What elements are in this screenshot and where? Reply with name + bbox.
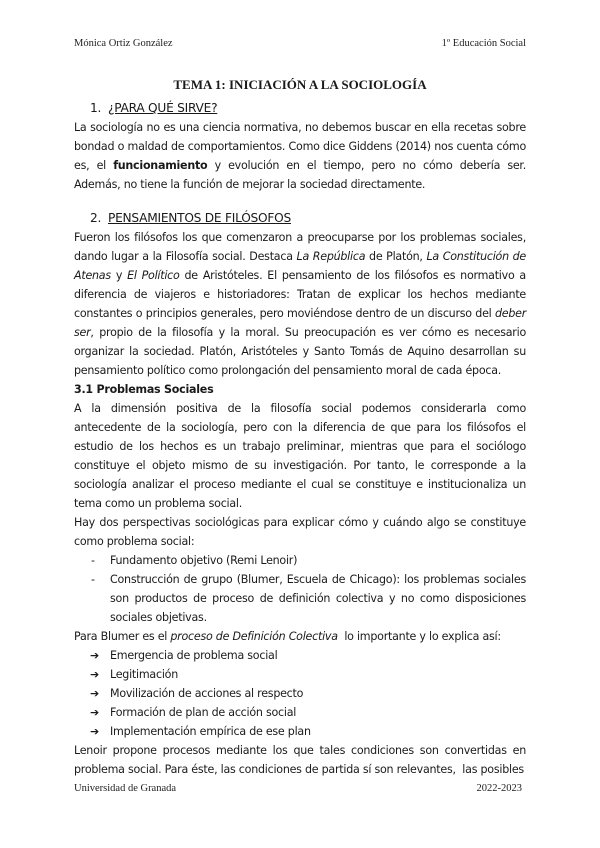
italic-run: La República	[296, 250, 366, 263]
section-1-paragraph	[74, 118, 526, 194]
text-run: y	[110, 269, 128, 282]
section-1-number: 1.	[90, 101, 102, 115]
list-item-text: Fundamento objetivo (Remi Lenoir)	[110, 554, 298, 567]
section-1-heading	[74, 98, 526, 118]
blumer-steps-list	[74, 646, 526, 741]
dash-marker: -	[91, 573, 95, 586]
arrow-right-icon: ➔	[90, 649, 99, 662]
list-item	[74, 665, 526, 684]
section-2-paragraph	[74, 228, 526, 380]
arrow-right-icon: ➔	[90, 706, 99, 719]
page-title: TEMA 1: INICIACIÓN A LA SOCIOLOGÍA	[173, 77, 427, 92]
list-item-text: Movilización de acciones al respecto	[110, 687, 304, 700]
text-run: , propio de la filosofía y la moral. Su preocupación es ver cómo es necesario organizar la sociedad. Platón, Aristóteles y Santo Tomás de Aquino desarrollan su pensamiento político como prolongación del pensamiento moral de cada época.	[74, 326, 526, 377]
subsection-3-1-heading: 3.1 Problemas Sociales	[74, 383, 214, 396]
italic-run: deber ser	[74, 307, 526, 339]
list-item-text: Legitimación	[110, 668, 178, 681]
spacer	[74, 194, 526, 208]
subsection-paragraph-2: Hay dos perspectivas sociológicas para explicar cómo y cuándo algo se constituye como problema social:	[74, 516, 526, 548]
list-item	[74, 646, 526, 665]
section-2-title: PENSAMIENTOS DE FILÓSOFOS	[108, 211, 291, 225]
list-item	[74, 722, 526, 741]
list-item-text: Formación de plan de acción social	[110, 706, 297, 719]
list-item	[74, 570, 526, 627]
perspectives-list	[74, 551, 526, 627]
italic-run: El Político	[127, 269, 180, 282]
subsection-paragraph-4: Lenoir propone procesos mediante los que tales condiciones son convertidas en problema social. Para éste, las condiciones de partida sí son relevantes, las posibles	[74, 744, 530, 776]
section-1-title: ¿PARA QUÉ SIRVE?	[108, 101, 218, 115]
list-item-text: Construcción de grupo (Blumer, Escuela de Chicago): los problemas sociales son productos de proceso de definición colectiva y no como disposiciones sociales objetivas.	[110, 573, 526, 624]
arrow-right-icon: ➔	[90, 668, 99, 681]
bold-run: funcionamiento	[113, 159, 208, 172]
document-body	[74, 75, 530, 779]
dash-marker: -	[91, 554, 95, 567]
text-run: y evolución en el tiempo, pero no cómo debería ser. Además, no tiene la función de mejorar la sociedad directamente.	[74, 159, 526, 191]
text-run: Fueron los filósofos los que comenzaron a preocuparse por los problemas sociales, dando lugar a la Filosofía social. Destaca	[74, 231, 526, 263]
footer-university: Universidad de Granada	[74, 783, 177, 794]
italic-run: La Constitución de Atenas	[74, 250, 526, 282]
subsection-paragraph-3	[74, 627, 526, 646]
section-2-heading	[74, 208, 526, 228]
list-item-text: Emergencia de problema social	[110, 649, 278, 662]
text-run: La sociología no es una ciencia normativa, no debemos buscar en ella recetas sobre bondad o maldad de comportamientos. Como dice Giddens (2014) nos cuenta cómo es, el	[74, 121, 526, 172]
section-2-number: 2.	[90, 211, 102, 225]
text-run: lo importante y lo explica así:	[337, 630, 501, 643]
text-run: Para Blumer es el	[74, 630, 171, 643]
subsection-paragraph-1: A la dimensión positiva de la filosofía social podemos considerarla como antecedente de la sociología, pero con la diferencia de que para los filósofos el estudio de los hechos es un trabajo preliminar, mientras que para el sociólogo constituye el objeto mismo de su investigación. Por tanto, le corresponde a la sociología analizar el proceso mediante el cual se constituye e institucionaliza un tema como un problema social.	[74, 402, 526, 510]
italic-run: proceso de Definición Colectiva	[170, 630, 338, 643]
header-course: 1º Educación Social	[441, 38, 526, 49]
list-item	[74, 551, 526, 570]
footer-year: 2022-2023	[476, 783, 522, 794]
arrow-right-icon: ➔	[90, 687, 99, 700]
list-item-text: Implementación empírica de ese plan	[110, 725, 311, 738]
arrow-right-icon: ➔	[90, 725, 99, 738]
list-item	[74, 703, 526, 722]
list-item	[74, 684, 526, 703]
header-author: Mónica Ortiz González	[74, 38, 173, 49]
text-run: de Platón,	[365, 250, 427, 263]
text-run: de Aristóteles. El pensamiento de los filósofos es normativo a diferencia de viajeros e historiadores: Tratan de explicar los hechos mediante constantes o principios generales, pero moviéndose dentro de un discurso del	[74, 269, 526, 320]
